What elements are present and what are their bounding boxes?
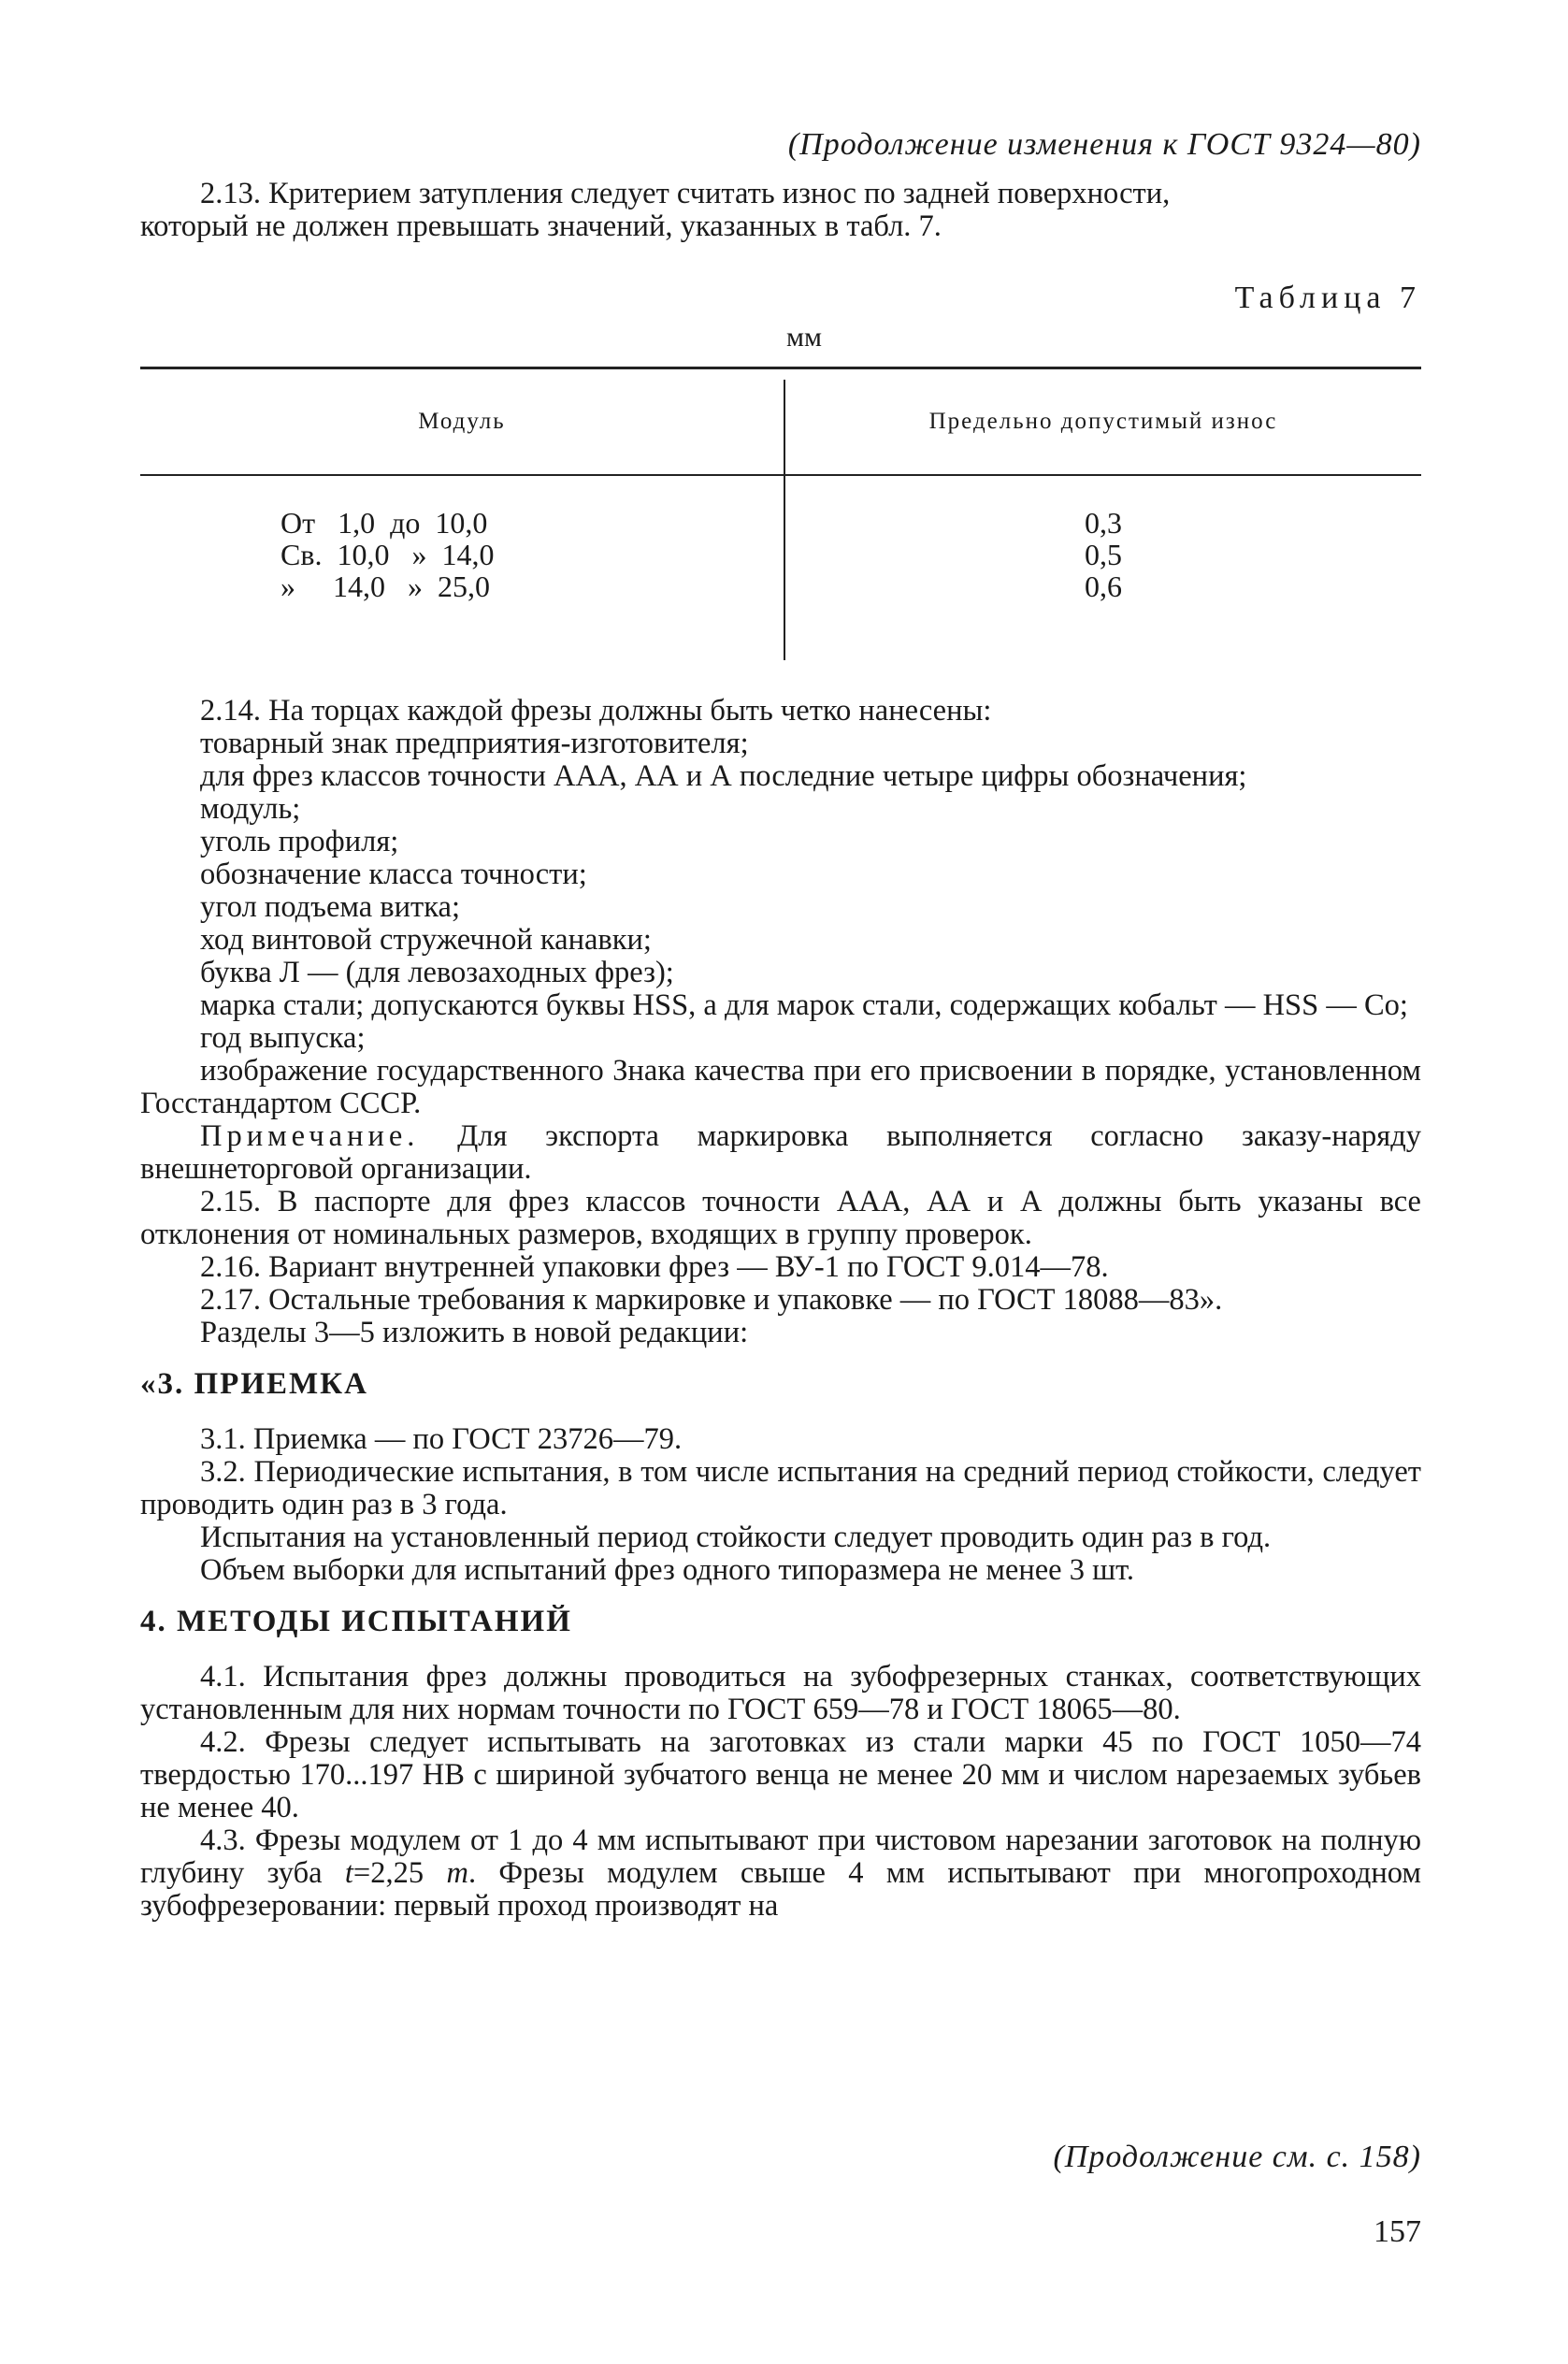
section-3-title: «3. ПРИЕМКА xyxy=(140,1367,368,1401)
list-item: изображение государственного Знака качества при его присвоении в порядке, установленном Госстандартом СССР. xyxy=(140,1054,1421,1120)
p-4-3-part-a: 4.3. Фрезы модулем от 1 до 4 мм испытывают при чистовом нарезании заготовок на полную глубину зуба xyxy=(140,1823,1421,1890)
table-caption: Таблица 7 xyxy=(1234,281,1421,315)
p-4-3-var-m: m xyxy=(446,1856,468,1890)
paragraph-4-1: 4.1. Испытания фрез должны проводиться на зубофрезерных станках, соответствующих установленным для них нормам точности по ГОСТ 659—78 и ГОСТ 18065—80. xyxy=(140,1660,1421,1726)
table-cell-module: От 1,0 до 10,0 xyxy=(281,506,488,540)
paragraph-2-15: 2.15. В паспорте для фрез классов точности ААА, АА и А должны быть указаны все отклонения от номинальных размеров, входящих в группу проверок. xyxy=(140,1185,1421,1251)
table-cell-module: Св. 10,0 » 14,0 xyxy=(281,538,495,571)
note-label: Примечание. xyxy=(200,1119,420,1153)
list-item: товарный знак предприятия-изготовителя; xyxy=(200,727,749,760)
table-header-wear: Предельно допустимый износ xyxy=(928,409,1278,434)
table-top-rule xyxy=(140,367,1421,369)
paragraph-3-2: 3.2. Периодические испытания, в том числе испытания на средний период стойкости, следует проводить один раз в 3 года. xyxy=(140,1455,1421,1521)
paragraph-3-1: 3.1. Приемка — по ГОСТ 23726—79. xyxy=(200,1422,683,1456)
table-column-wear xyxy=(785,507,1421,602)
paragraph-4-3 xyxy=(140,1824,1421,1923)
table-unit: мм xyxy=(786,322,822,353)
p-4-3-var-t: t xyxy=(344,1856,353,1890)
paragraph-4-2: 4.2. Фрезы следует испытывать на заготовках из стали марки 45 по ГОСТ 1050—74 твердостью 170...197 НВ с шириной зубчатого венца не менее 20 мм и числом нарезаемых зубьев не менее 40. xyxy=(140,1725,1421,1824)
list-item: для фрез классов точности ААА, АА и А последние четыре цифры обозначения; xyxy=(200,759,1247,793)
list-item: угол подъема витка; xyxy=(200,890,460,924)
p-4-3-part-b: =2,25 xyxy=(352,1856,447,1890)
list-item: год выпуска; xyxy=(200,1021,366,1055)
table-cell-wear: 0,5 xyxy=(1085,538,1122,571)
p-2-14-intro: 2.14. На торцах каждой фрезы должны быть четко нанесены: xyxy=(200,694,992,728)
note xyxy=(140,1120,1421,1186)
table-7 xyxy=(140,367,1421,666)
list-item: модуль; xyxy=(200,792,301,826)
list-item: ход винтовой стружечной канавки; xyxy=(200,923,652,957)
p-4-3-part-c: . Фрезы модулем свыше 4 мм испытывают при многопроходном зубофрезеровании: первый проход производят на xyxy=(140,1856,1421,1923)
table-cell-wear: 0,3 xyxy=(1085,506,1122,540)
table-header-rule xyxy=(140,474,1421,476)
page-number: 157 xyxy=(1374,2214,1421,2249)
footer-continuation: (Продолжение см. с. 158) xyxy=(1053,2140,1421,2174)
p-2-13-line2: который не должен превышать значений, указанных в табл. 7. xyxy=(140,209,942,243)
note-text: Для экспорта маркировка выполняется согласно заказу-наряду внешнеторговой организации. xyxy=(140,1119,1421,1186)
table-column-module xyxy=(281,507,655,602)
table-cell-module: » 14,0 » 25,0 xyxy=(281,569,490,603)
table-header-module: Модуль xyxy=(418,409,506,434)
table-cell-wear: 0,6 xyxy=(1085,569,1122,603)
paragraph-2-17: 2.17. Остальные требования к маркировке и упаковке — по ГОСТ 18088—83». xyxy=(200,1283,1223,1317)
list-item: марка стали; допускаются буквы HSS, а для марок стали, содержащих кобальт — HSS — Co; xyxy=(200,988,1408,1022)
section-4-title: 4. МЕТОДЫ ИСПЫТАНИЙ xyxy=(140,1605,572,1638)
header-continuation: (Продолжение изменения к ГОСТ 9324—80) xyxy=(787,127,1421,162)
list-item: уголь профиля; xyxy=(200,825,399,858)
paragraph-3-2c: Объем выборки для испытаний фрез одного типоразмера не менее 3 шт. xyxy=(200,1553,1134,1587)
list-item: обозначение класса точности; xyxy=(200,858,587,891)
sections-note: Разделы 3—5 изложить в новой редакции: xyxy=(200,1316,749,1349)
paragraph-2-13 xyxy=(140,178,1421,243)
list-item: буква Л — (для левозаходных фрез); xyxy=(200,956,674,989)
paragraph-2-16: 2.16. Вариант внутренней упаковки фрез — ВУ-1 по ГОСТ 9.014—78. xyxy=(200,1250,1109,1284)
main-body xyxy=(140,695,1421,1923)
paragraph-3-2b: Испытания на установленный период стойкости следует проводить один раз в год. xyxy=(200,1521,1272,1554)
p-2-13-line1: 2.13. Критерием затупления следует считать износ по задней поверхности, xyxy=(200,177,1171,210)
